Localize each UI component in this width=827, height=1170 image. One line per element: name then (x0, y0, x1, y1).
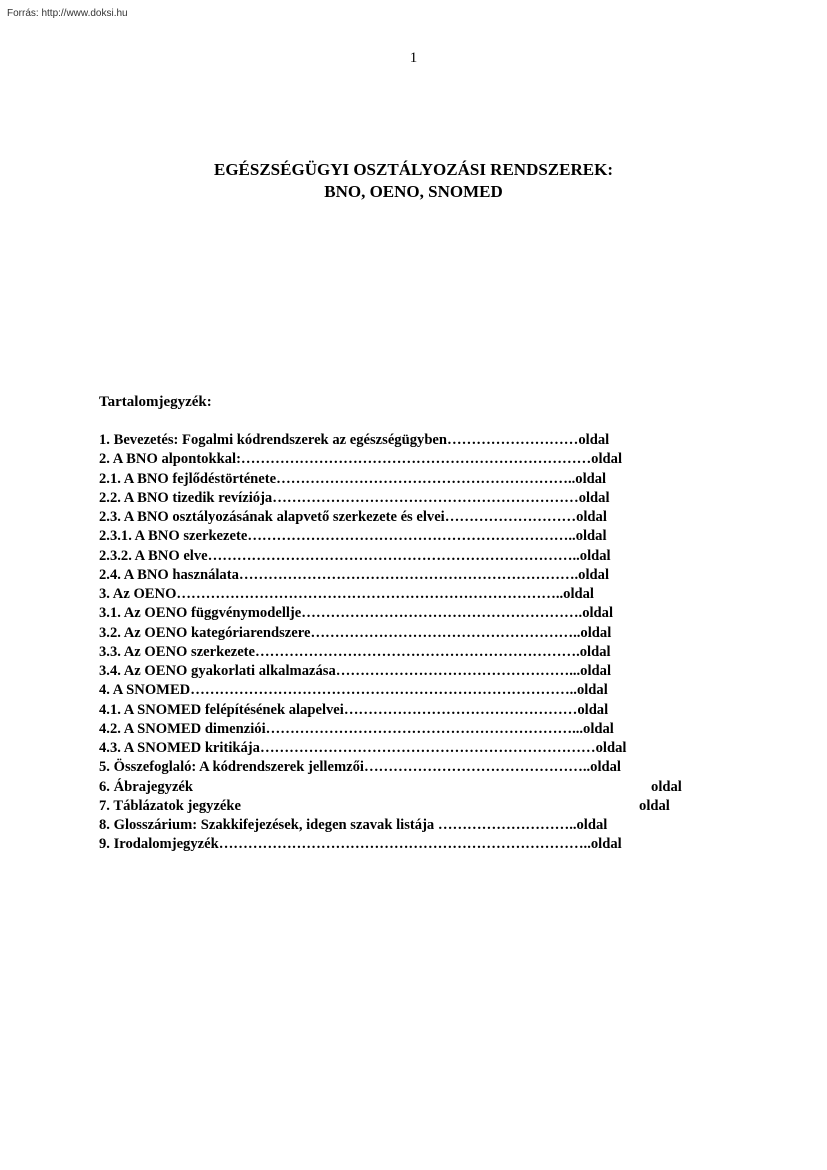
toc-entry-text: 4.1. A SNOMED felépítésének alapelvei…………………………………………oldal (99, 701, 609, 718)
toc-entry-text: 8. Glosszárium: Szakkifejezések, idegen szavak listája ………………………..oldal (99, 817, 608, 833)
toc-entry-3-2[interactable] (99, 624, 682, 643)
toc-entry-4-2[interactable] (99, 720, 682, 739)
source-url: Forrás: http://www.doksi.hu (7, 8, 128, 19)
toc-entry-text: 2.3.2. A BNO elve…………………………………………………………………..oldal (99, 547, 611, 564)
toc-entry-6[interactable] (99, 778, 682, 797)
toc-entry-text: 2.1. A BNO fejlődéstörténete……………………………………………………..oldal (99, 470, 607, 487)
toc-entry-text: 7. Táblázatok jegyzéke (99, 797, 242, 814)
toc-entry-2-3[interactable] (99, 508, 682, 527)
toc-entry-page-label: oldal (651, 778, 682, 795)
toc-entry-4-3[interactable] (99, 739, 682, 758)
toc-entry-3-4[interactable] (99, 662, 682, 681)
toc-entry-3[interactable] (99, 585, 682, 604)
toc-entry-text: 3.3. Az OENO szerkezete………………………………………………………….oldal (99, 643, 611, 660)
toc-entry-3-1[interactable] (99, 604, 682, 623)
toc-entry-2-4[interactable] (99, 566, 682, 585)
toc-entry-8[interactable] (99, 816, 682, 835)
toc-entry-2-2[interactable] (99, 489, 682, 508)
toc-entry-4[interactable] (99, 681, 682, 700)
toc-entry-text: 2.3.1. A BNO szerkezete…………………………………………………………..oldal (99, 528, 607, 545)
toc-entry-page-label: oldal (639, 797, 670, 814)
toc-entry-2-3-2[interactable] (99, 547, 682, 566)
toc-entry-5[interactable] (99, 758, 682, 777)
table-of-contents (99, 431, 682, 855)
toc-entry-text: 2. A BNO alpontokkal:………………………………………………………………oldal (99, 451, 622, 468)
toc-entry-text: 4. A SNOMED……………………………………………………………………..oldal (99, 682, 608, 699)
document-title (0, 159, 827, 203)
toc-entry-text: 3.2. Az OENO kategóriarendszere………………………………………………..oldal (99, 624, 612, 641)
toc-entry-text: 3. Az OENO……………………………………………………………………..oldal (99, 586, 594, 602)
toc-entry-text: 2.4. A BNO használata…………………………………………………………….oldal (99, 566, 610, 583)
toc-heading: Tartalomjegyzék: (99, 394, 212, 410)
toc-entry-text: 2.3. A BNO osztályozásának alapvető szerkezete és elvei………………………oldal (99, 509, 607, 525)
toc-entry-text: 5. Összefoglaló: A kódrendszerek jellemzői………………………………………..oldal (99, 759, 621, 776)
toc-entry-4-1[interactable] (99, 701, 682, 720)
toc-entry-text: 2.2. A BNO tizedik revíziója………………………………………………………oldal (99, 489, 610, 506)
title-line-1: EGÉSZSÉGÜGYI OSZTÁLYOZÁSI RENDSZEREK: (213, 160, 613, 179)
title-line-2: BNO, OENO, SNOMED (324, 182, 503, 201)
toc-entry-7[interactable] (99, 797, 682, 816)
toc-entry-3-3[interactable] (99, 643, 682, 662)
toc-entry-text: 3.1. Az OENO függvénymodellje………………………………………………….oldal (99, 605, 614, 622)
toc-entry-2-1[interactable] (99, 470, 682, 489)
toc-entry-1[interactable] (99, 431, 682, 450)
toc-entry-text: 4.3. A SNOMED kritikája……………………………………………………………oldal (99, 740, 627, 756)
toc-entry-text: 4.2. A SNOMED dimenziói………………………………………………………...oldal (99, 720, 614, 737)
toc-entry-9[interactable] (99, 835, 682, 854)
toc-entry-text: 3.4. Az OENO gyakorlati alkalmazása…………………………………………...oldal (99, 663, 612, 679)
toc-entry-text: 9. Irodalomjegyzék…………………………………………………………………..oldal (99, 836, 622, 853)
toc-entry-text: 6. Ábrajegyzék (99, 778, 194, 795)
toc-entry-2[interactable] (99, 450, 682, 469)
page-number: 1 (409, 50, 418, 66)
toc-entry-text: 1. Bevezetés: Fogalmi kódrendszerek az egészségügyben………………………oldal (99, 432, 610, 448)
toc-entry-2-3-1[interactable] (99, 527, 682, 546)
